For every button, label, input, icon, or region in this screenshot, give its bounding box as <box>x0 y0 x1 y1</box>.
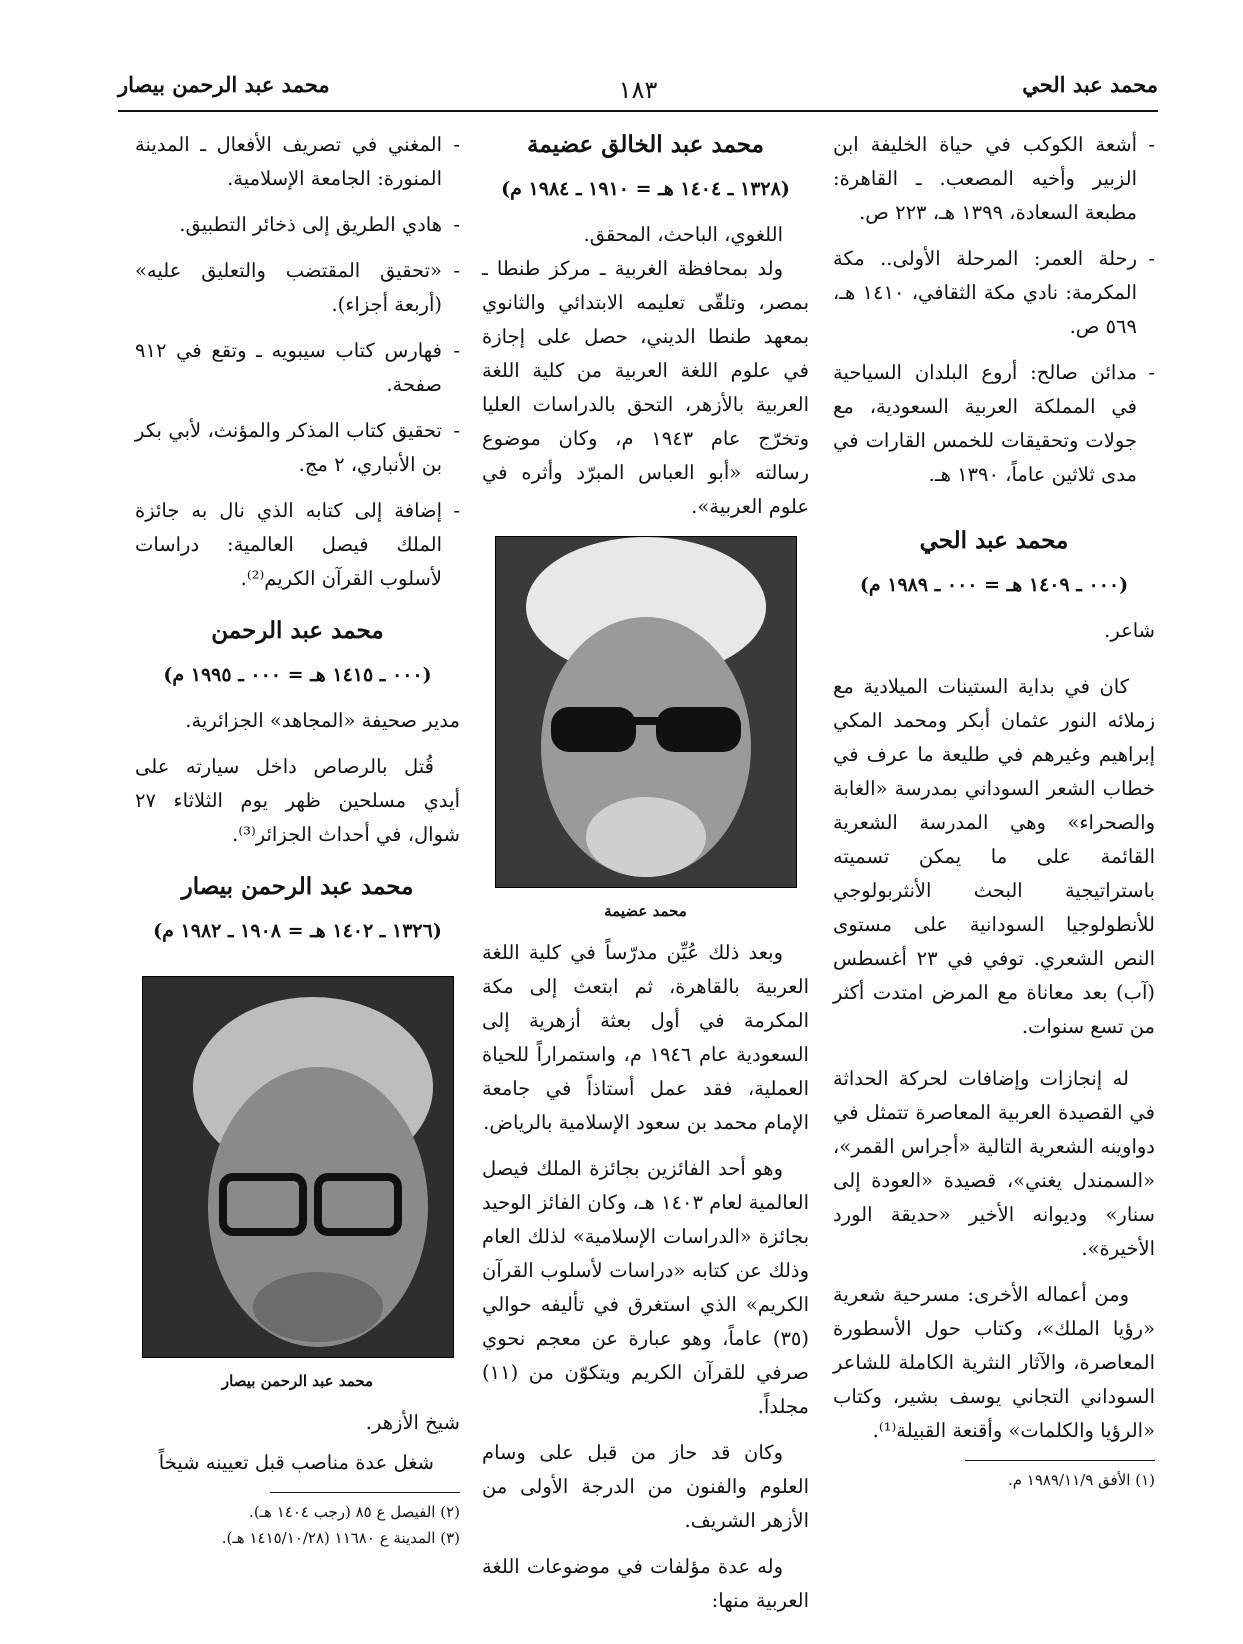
entry-paragraph: قُتل بالرصاص داخل سيارته على أيدي مسلحين ظهر يوم الثلاثاء ٢٧ شوال، في أحداث الجزائر⁽³⁾. <box>135 755 460 846</box>
entry-paragraph: وكان قد حاز من قبل على وسام العلوم والفنون من الدرجة الأولى من الأزهر الشريف. <box>482 1441 809 1532</box>
entry-paragraph: ولد بمحافظة الغربية ـ مركز طنطا ـ بمصر، وتلقّى تعليمه الابتدائي والثانوي بمعهد طنطا الديني، حصل على إجازة في علوم اللغة العربية من كلية اللغة العربية بالأزهر، التحق بالدراسات العليا وتخرّج عام ١٩٤٣ م، وكان موضوع رسالته «أبو العباس المبرّد وأثره في علوم العربية». <box>482 257 809 518</box>
list-item: - هادي الطريق إلى ذخائر التطبيق. <box>135 208 460 242</box>
entry-role: اللغوي، الباحث، المحقق. <box>583 223 783 246</box>
entry-role: شاعر. <box>1104 619 1155 642</box>
portrait-image <box>143 977 453 1357</box>
photo-caption: محمد عبد الرحمن بيصار <box>221 1372 374 1390</box>
entry-dates: (١٣٢٨ ـ ١٤٠٤ هـ = ١٩١٠ ـ ١٩٨٤ م) <box>501 178 790 200</box>
list-item: - مدائن صالح: أروع البلدان السياحية في المملكة العربية السعودية، مع جولات وتحقيقات للخمس القارات في مدى ثلاثين عاماً، ١٣٩٠ هـ. <box>833 356 1155 492</box>
column-left <box>135 128 460 1551</box>
footnote: (٣) المدينة ع ١١٦٨٠ (١٤١٥/١٠/٢٨ هـ). <box>221 1529 460 1547</box>
photo-caption: محمد عضيمة <box>604 902 687 920</box>
list-item: - «تحقيق المقتضب والتعليق عليه» (أربعة أجزاء). <box>135 254 460 322</box>
entry-title: محمد عبد الرحمن بيصار <box>181 873 414 900</box>
entry-dates: (٠٠٠ ـ ١٤٠٩ هـ = ٠٠٠ ـ ١٩٨٩ م) <box>859 574 1129 596</box>
entry-title: محمد عبد الخالق عضيمة <box>527 131 764 158</box>
list-item: - أشعة الكوكب في حياة الخليفة ابن الزبير وأخيه المصعب. ـ القاهرة: مطبعة السعادة، ١٣٩٩ هـ، ٢٢٣ ص. <box>833 128 1155 230</box>
entry-paragraph: وله عدة مؤلفات في موضوعات اللغة العربية منها: <box>482 1555 809 1612</box>
footnote-rule <box>965 1460 1155 1461</box>
column-right <box>833 128 1155 1493</box>
portrait-image <box>496 537 796 887</box>
entry-dates: (٠٠٠ ـ ١٤١٥ هـ = ٠٠٠ ـ ١٩٩٥ م) <box>163 664 432 686</box>
page-number: ١٨٣ <box>618 76 658 104</box>
entry-title: محمد عبد الرحمن <box>211 617 384 644</box>
footnote: (٢) الفيصل ع ٨٥ (رجب ١٤٠٤ هـ). <box>249 1503 460 1521</box>
list-item: - إضافة إلى كتابه الذي نال به جائزة الملك فيصل العالمية: دراسات لأسلوب القرآن الكريم⁽²⁾. <box>135 494 460 596</box>
header-rule <box>118 110 1158 112</box>
entry-paragraph: وبعد ذلك عُيِّن مدرّساً في كلية اللغة العربية بالقاهرة، ثم ابتعث إلى مكة المكرمة في أول بعثة أزهرية إلى السعودية عام ١٩٤٦ م، واستمراراً للحياة العملية، فقد عمل أستاذاً في جامعة الإمام محمد بن سعود الإسلامية بالرياض. <box>482 941 809 1134</box>
running-title-left: محمد عبد الرحمن بيصار <box>118 72 330 97</box>
column-middle <box>482 128 809 1630</box>
entry-paragraph: كان في بداية الستينات الميلادية مع زملائه النور عثمان أبكر ومحمد المكي إبراهيم وغيرهم في طليعة ما عرف في خطاب الشعر السوداني بمدرسة «الغابة والصحراء» وهي المدرسة الشعرية القائمة على ما يمكن تسميته باستراتيجية البحث الأنثربولوجي للأنطولوجيا السودانية على مستوى النص الشعري. توفي في ٢٣ أغسطس (آب) بعد معاناة مع المرض امتدت أكثر من تسع سنوات. <box>833 675 1155 1038</box>
entry-paragraph: شغل عدة مناصب قبل تعيينه شيخاً <box>158 1451 434 1474</box>
entry-paragraph: ومن أعماله الأخرى: مسرحية شعرية «رؤيا الملك»، وكتاب حول الأسطورة المعاصرة، والآثار النثرية الكاملة للشاعر السوداني التجاني يوسف بشير، وكتاب «الرؤيا والكلمات» وأقنعة القبيلة⁽¹⁾. <box>833 1283 1155 1442</box>
running-title-right: محمد عبد الحي <box>1022 72 1158 97</box>
entry-role: شيخ الأزهر. <box>365 1411 460 1434</box>
page-header <box>118 72 1158 112</box>
list-item: - فهارس كتاب سيبويه ـ وتقع في ٩١٢ صفحة. <box>135 334 460 402</box>
footnote: (١) الأفق ١٩٨٩/١١/٩ م. <box>1007 1471 1155 1489</box>
entry-paragraph: مدير صحيفة «المجاهد» الجزائرية. <box>185 709 460 732</box>
list-item: - تحقيق كتاب المذكر والمؤنث، لأبي بكر بن الأنباري، ٢ مج. <box>135 414 460 482</box>
portrait-photo <box>142 976 454 1358</box>
footnote-rule <box>270 1492 460 1493</box>
entry-paragraph: وهو أحد الفائزين بجائزة الملك فيصل العالمية لعام ١٤٠٣ هـ، وكان الفائز الوحيد بجائزة «الدراسات الإسلامية» لذلك العام وذلك عن كتابه «دراسات لأسلوب القرآن الكريم» الذي استغرق في تأليفه حوالي (٣٥) عاماً، وهو عبارة عن معجم نحوي صرفي للقرآن الكريم ويتكوّن من (١١) مجلداً. <box>482 1157 809 1418</box>
entry-title: محمد عبد الحي <box>919 527 1069 554</box>
entry-paragraph: له إنجازات وإضافات لحركة الحداثة في القصيدة العربية المعاصرة تتمثل في دواوينه الشعرية التالية «أجراس القمر»، «السمندل يغني»، قصيدة «العودة إلى سنار» وديوانه الأخير «حديقة الورد الأخيرة». <box>833 1067 1155 1260</box>
list-item: - المغني في تصريف الأفعال ـ المدينة المنورة: الجامعة الإسلامية. <box>135 128 460 196</box>
entry-dates: (١٣٢٦ ـ ١٤٠٢ هـ = ١٩٠٨ ـ ١٩٨٢ م) <box>153 920 442 942</box>
portrait-photo <box>495 536 797 888</box>
list-item: - رحلة العمر: المرحلة الأولى.. مكة المكرمة: نادي مكة الثقافي، ١٤١٠ هـ، ٥٦٩ ص. <box>833 242 1155 344</box>
